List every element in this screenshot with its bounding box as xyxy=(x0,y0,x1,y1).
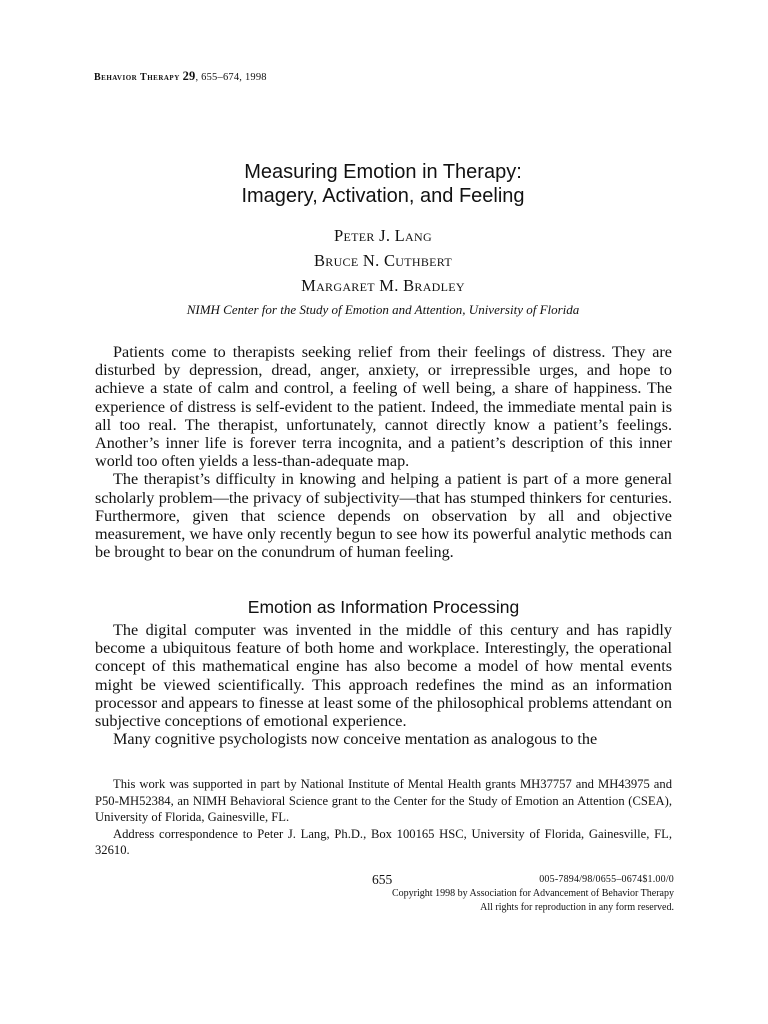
funding-note: This work was supported in part by National Institute of Mental Health grants MH37757 and MH43975 and P50-MH52384, an NIMH Behavioral Science grant to the Center for the Study of Emotion an Attention (CSEA), University of Florida, Gainesville, FL. xyxy=(95,777,672,824)
volume-number: 29 xyxy=(182,69,196,83)
copyright-line: Copyright 1998 by Association for Advancement of Behavior Therapy xyxy=(392,888,674,899)
pages-year: , 655–674, 1998 xyxy=(195,72,267,83)
title-block xyxy=(94,160,672,318)
section-heading: Emotion as Information Processing xyxy=(247,597,520,617)
intro-text xyxy=(95,343,672,561)
issn-code: 005-7894/98/0655–0674$1.00/0 xyxy=(539,874,674,885)
author-list xyxy=(94,223,672,298)
paragraph: Patients come to therapists seeking relief from their feelings of distress. They are disturbed by depression, dread, anger, anxiety, or irrepressible urges, and hope to achieve a state of calm and control, a feeling of well being, a share of happiness. The experience of distress is self-evident to the patient. Indeed, the immediate mental pain is all too real. The therapist, unfortunately, cannot directly know a patient’s feelings. Another’s inner life is forever terra incognita, and a patient’s description of this inner world too often yields a less-than-adequate map. xyxy=(95,343,672,471)
article-title xyxy=(94,160,672,208)
author-name: Bruce N. Cuthbert xyxy=(313,251,452,270)
affiliation: NIMH Center for the Study of Emotion and Attention, University of Florida xyxy=(186,302,580,317)
running-head xyxy=(94,69,267,84)
section-text xyxy=(95,621,672,748)
title-line-2: Imagery, Activation, and Feeling xyxy=(241,185,525,207)
correspondence-note: Address correspondence to Peter J. Lang, Ph.D., Box 100165 HSC, University of Florida, Gainesville, FL, 32610. xyxy=(95,826,672,857)
paragraph: The therapist’s difficulty in knowing and helping a patient is part of a more general scholarly problem—the privacy of subjectivity—that has stumped thinkers for centuries. Furthermore, given that science depends on observation by all and objective measurement, we have only recently begun to see how its powerful analytic methods can be brought to bear on the conundrum of human feeling. xyxy=(95,470,672,562)
journal-name: Behavior Therapy xyxy=(94,72,180,83)
paragraph: The digital computer was invented in the middle of this century and has rapidly become a ubiquitous feature of both home and workplace. Interestingly, the operational concept of this mathematical engine has also become a model of how mental events might be viewed scientifically. This approach redefines the mind as an information processor and appears to finesse at least some of the philosophical problems attendant on subjective conceptions of emotional experience. xyxy=(95,621,672,731)
paragraph: Many cognitive psychologists now conceive mentation as analogous to the xyxy=(113,730,598,749)
title-line-1: Measuring Emotion in Therapy: xyxy=(244,161,522,183)
page-number: 655 xyxy=(372,872,393,887)
copyright-block xyxy=(254,887,674,915)
rights-line: All rights for reproduction in any form reserved. xyxy=(480,902,674,913)
footnote xyxy=(95,776,672,859)
author-name: Margaret M. Bradley xyxy=(301,276,465,295)
author-name: Peter J. Lang xyxy=(334,226,432,245)
